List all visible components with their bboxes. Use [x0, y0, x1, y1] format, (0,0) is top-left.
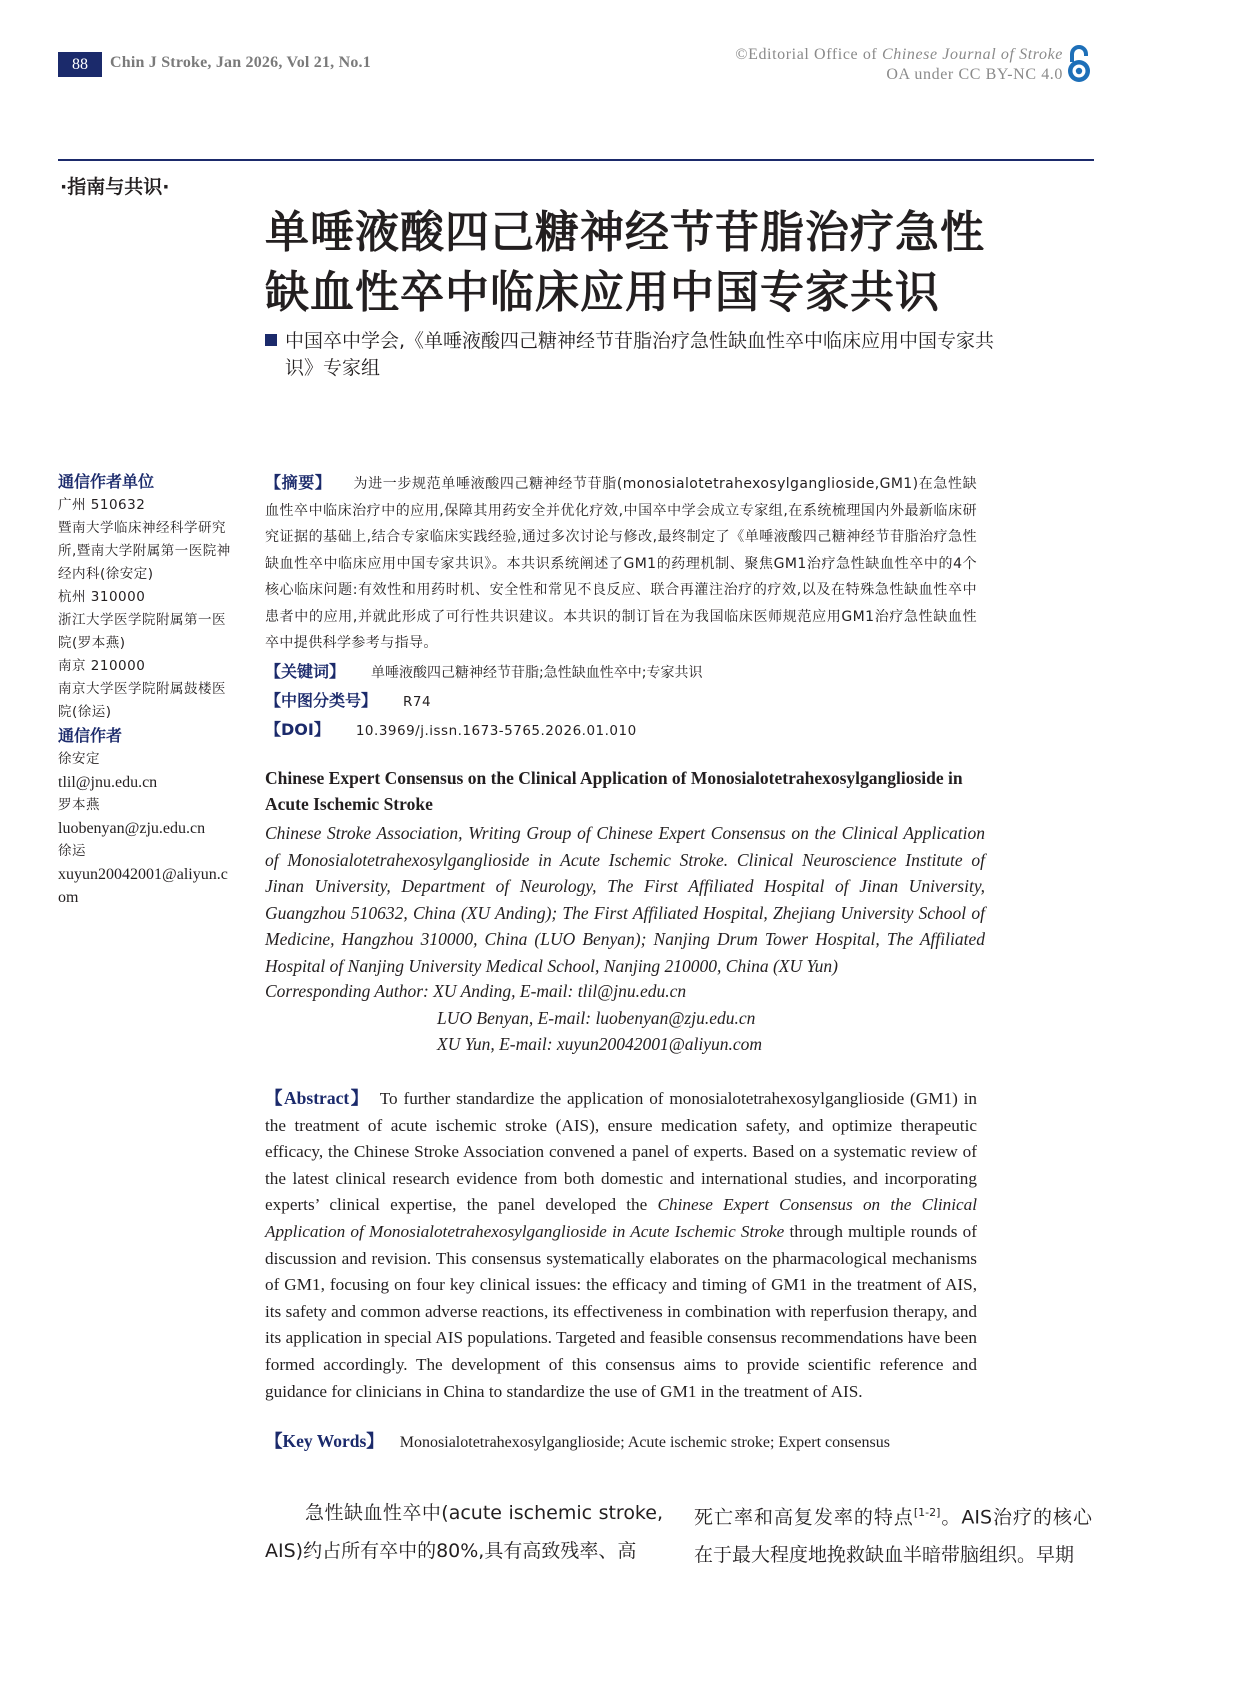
clc-value: R74 — [403, 693, 432, 710]
corresponding-line: Corresponding Author: XU Anding, E-mail: tlil@jnu.edu.cn — [265, 981, 687, 1001]
license-text: OA under CC BY-NC 4.0 — [886, 66, 1063, 83]
unit-line: 广州 510632 — [58, 497, 146, 513]
page-number: 88 — [58, 52, 102, 77]
unit-line: 暨南大学临床神经科学研究所,暨南大学附属第一医院神经内科(徐安定) — [58, 520, 231, 582]
article-title-en: Chinese Expert Consensus on the Clinical Application of Monosialotetrahexosylganglioside in Acute Ischemic Stroke — [265, 768, 963, 814]
doi-row — [265, 717, 977, 744]
author-name: 罗本燕 — [58, 797, 100, 813]
header-rule — [58, 159, 1094, 161]
keywords-cn — [265, 659, 977, 686]
authors-cn — [265, 328, 995, 382]
abstract-cn-text: 为进一步规范单唾液酸四己糖神经节苷脂(monosialotetrahexosylganglioside,GM1)在急性缺血性卒中临床治疗中的应用,保障其用药安全并优化疗效,中国卒中学会成立专家组,在系统梳理国内外最新临床研究证据的基础上,结合专家临床实践经验,通过多次讨论与修改,最终制定了《单唾液酸四己糖神经节苷脂治疗急性缺血性卒中临床应用中国专家共识》。本共识系统阐述了GM1的药理机制、聚焦GM1治疗急性缺血性卒中的4个核心临床问题:有效性和用药时机、安全性和常见不良反应、联合再灌注治疗的疗效,以及在特殊急性缺血性卒中患者中的应用,并就此形成了可行性共识建议。本共识的制订旨在为我国临床医师规范应用GM1治疗急性缺血性卒中提供科学参考与指导。 — [265, 476, 977, 651]
clc-label: 【中图分类号】 — [265, 690, 378, 710]
abstract-en-text-1: To further standardize the application of monosialotetrahexosylganglioside (GM1) in the treatment of acute ischemic stroke (AIS), ensure medication safety, and optimize therapeutic efficacy, the Chinese Stroke Association convened a panel of experts. Based on a systematic review of the latest clinical research evidence from both domestic and international studies, and incorporating experts’ clinical expertise, the panel developed the — [265, 1089, 977, 1215]
bullet-square-icon — [265, 334, 277, 346]
unit-line: 南京大学医学院附属鼓楼医院(徐运) — [58, 681, 226, 720]
keywords-en-text: Monosialotetrahexosylganglioside; Acute ischemic stroke; Expert consensus — [399, 1434, 890, 1451]
corresponding-line: XU Yun, E-mail: xuyun20042001@aliyun.com — [437, 1034, 763, 1054]
authors-cn-text: 中国卒中学会,《单唾液酸四己糖神经节苷脂治疗急性缺血性卒中临床应用中国专家共识》专家组 — [285, 330, 995, 379]
authors-heading: 通信作者 — [58, 726, 123, 745]
body-text-right-2: 。AIS治疗的核心在于最大程度地挽救缺血半暗带脑组织。早期 — [694, 1506, 1092, 1567]
journal-citation: Chin J Stroke, Jan 2026, Vol 21, No.1 — [110, 54, 371, 71]
copyright-journal: Chinese Journal of Stroke — [881, 46, 1063, 63]
open-access-lock-icon — [1064, 44, 1094, 84]
article-title-cn — [265, 203, 1085, 323]
author-email-link[interactable]: luobenyan@zju.edu.cn — [58, 820, 206, 837]
clc-number — [265, 688, 977, 715]
corresponding-line: LUO Benyan, E-mail: luobenyan@zju.edu.cn — [437, 1007, 756, 1028]
author-name: 徐安定 — [58, 751, 100, 767]
keywords-en-label: 【Key Words】 — [265, 1431, 384, 1451]
citation-ref[interactable]: [1-2] — [913, 1506, 941, 1519]
keywords-cn-text: 单唾液酸四己糖神经节苷脂;急性缺血性卒中;专家共识 — [371, 664, 703, 681]
article-title-line-2: 缺血性卒中临床应用中国专家共识 — [265, 267, 940, 318]
column-tag: ·指南与共识· — [60, 176, 170, 198]
author-name: 徐运 — [58, 843, 86, 859]
units-heading: 通信作者单位 — [58, 472, 155, 491]
abstract-en-label: 【Abstract】 — [265, 1088, 370, 1108]
body-text-right-1: 死亡率和高复发率的特点 — [694, 1506, 914, 1529]
doi-label: 【DOI】 — [265, 719, 330, 739]
unit-line: 杭州 310000 — [58, 589, 146, 605]
abstract-en-consensus-title: Chinese Expert Consensus on the Clinical Application of Monosialotetrahexosylganglioside in Acute Ischemic Stroke — [265, 1195, 977, 1241]
keywords-cn-label: 【关键词】 — [265, 661, 346, 681]
affiliations-en: Chinese Stroke Association, Writing Group of Chinese Expert Consensus on the Clinical Application of Monosialotetrahexosylganglioside in Acute Ischemic Stroke. Clinical Neuroscience Institute of Jinan University, Department of Neurology, The First Affiliated Hospital of Jinan University, Guangzhou 510632, China (XU Anding); The First Affiliated Hospital, Zhejiang University School of Medicine, Hangzhou 310000, China (LUO Benyan); Nanjing Drum Tower Hospital, The Affiliated Hospital of Nanjing University Medical School, Nanjing 210000, China (XU Yun) — [265, 823, 985, 976]
unit-line: 浙江大学医学院附属第一医院(罗本燕) — [58, 612, 226, 651]
abstract-cn — [265, 470, 977, 657]
corresponding-en — [265, 978, 985, 1058]
copyright-notice — [735, 45, 1063, 85]
abstract-cn-block — [265, 470, 977, 744]
copyright-prefix: ©Editorial Office of — [735, 46, 882, 63]
sidebar-correspondence — [58, 470, 233, 909]
author-email-link[interactable]: tlil@jnu.edu.cn — [58, 774, 158, 791]
unit-line: 南京 210000 — [58, 658, 146, 674]
abstract-cn-label: 【摘要】 — [265, 473, 332, 492]
article-title-line-1: 单唾液酸四己糖神经节苷脂治疗急性 — [265, 207, 985, 258]
abstract-en — [265, 1085, 977, 1405]
body-text-right — [694, 1494, 1092, 1574]
abstract-en-text-2: through multiple rounds of discussion and revision. This consensus systematically elaborates on the pharmacological mechanisms of GM1, focusing on four key clinical issues: the efficacy and timing of GM1 in the treatment of AIS, its safety and common adverse reactions, its effectiveness in combination with reperfusion therapy, and its application in special AIS populations. Targeted and feasible consensus recommendations have been formed accordingly. The development of this consensus aims to provide scientific reference and guidance for clinicians in China to standardize the use of GM1 in the treatment of AIS. — [265, 1221, 977, 1401]
keywords-en — [265, 1429, 977, 1455]
body-text-left: 急性缺血性卒中(acute ischemic stroke, AIS)约占所有卒中的80%,具有高致残率、高 — [265, 1502, 663, 1562]
doi-link[interactable]: 10.3969/j.issn.1673-5765.2026.01.010 — [355, 722, 637, 739]
author-email-link[interactable]: xuyun20042001@aliyun.com — [58, 866, 228, 906]
